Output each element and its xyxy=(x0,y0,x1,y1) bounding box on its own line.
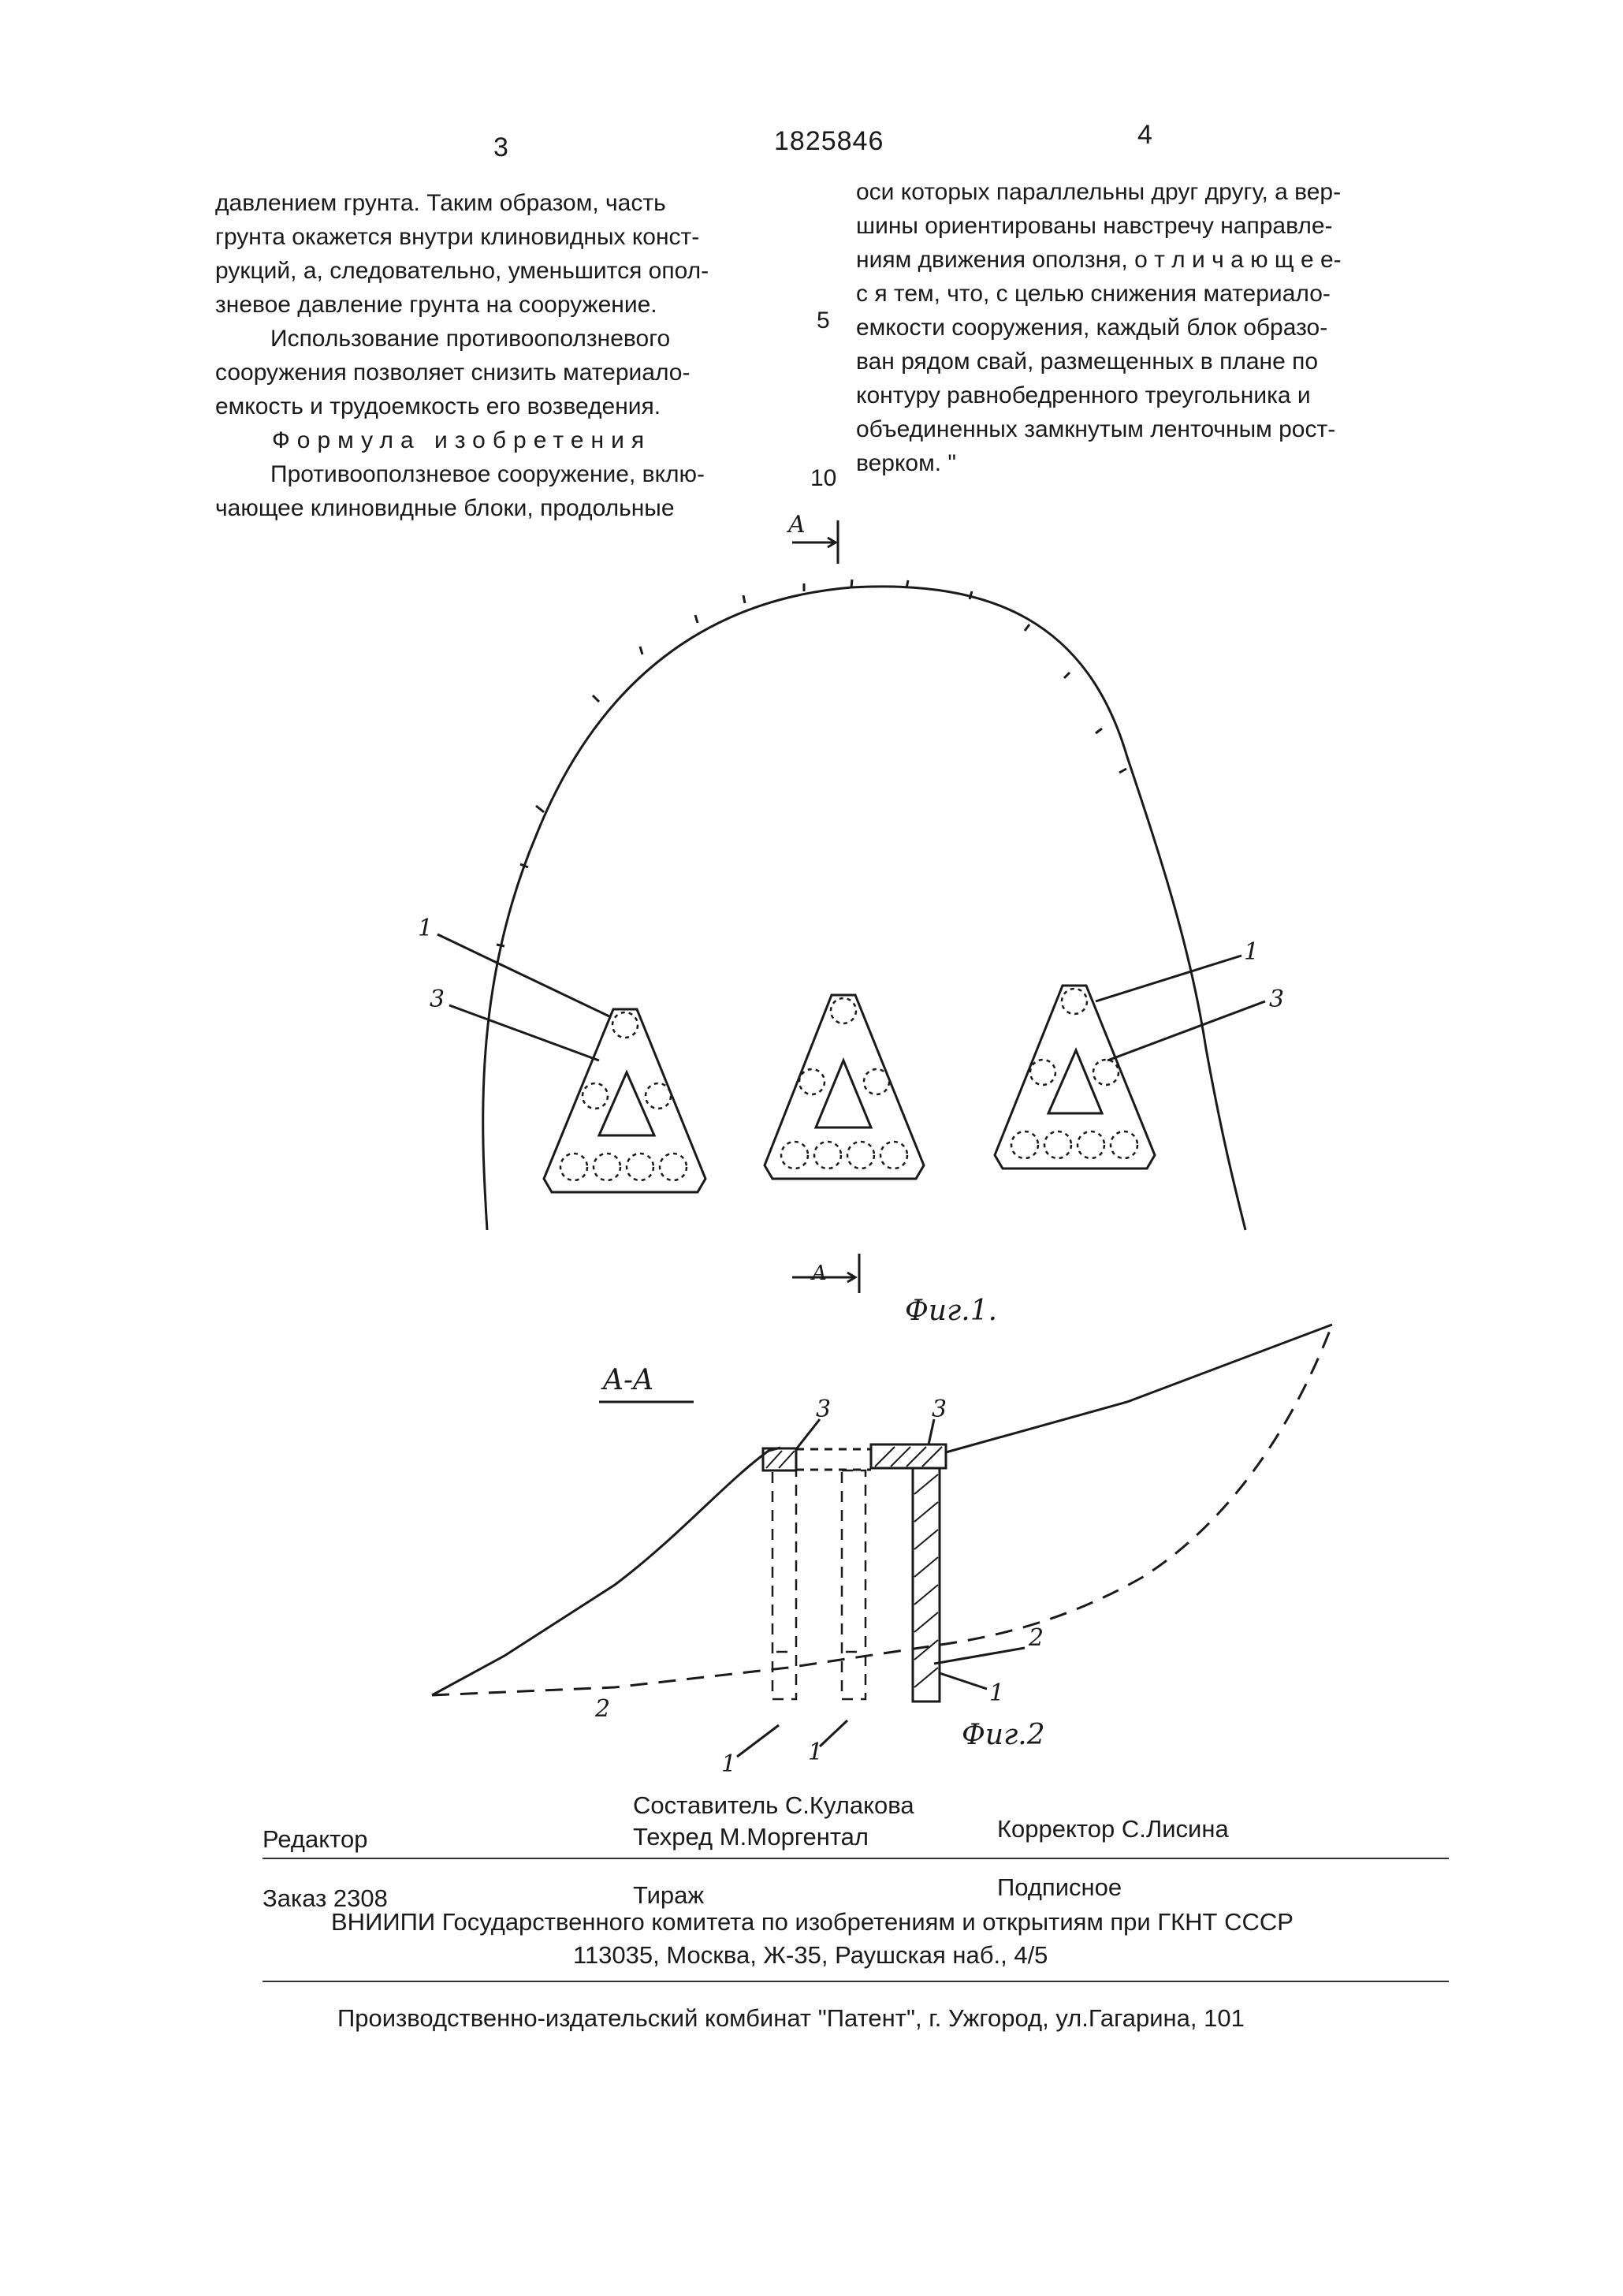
triangular-block-right xyxy=(995,986,1155,1168)
label-1-right: 1 xyxy=(1244,938,1260,966)
claim-line: Противооползневое сооружение, вклю- xyxy=(270,461,705,487)
figure2-caption: Фиг.2 xyxy=(962,1719,1045,1751)
landslide-contour xyxy=(483,587,1245,1230)
page-number-right: 4 xyxy=(1137,120,1152,150)
right-text-line: ниям движения оползня, о т л и ч а ю щ е е- xyxy=(856,247,1342,273)
left-text-line: емкость и трудоемкость его возведения. xyxy=(215,393,661,419)
leader-3-left xyxy=(449,1005,599,1060)
order: Заказ 2308 xyxy=(262,1884,388,1912)
patent-number: 1825846 xyxy=(774,126,884,156)
compiler: Составитель С.Кулакова xyxy=(633,1791,914,1819)
left-text-line: рукций, а, следовательно, уменьшится опол- xyxy=(215,258,709,284)
label-3-b: 3 xyxy=(932,1396,947,1423)
right-text-line: шины ориентированы навстречу направле- xyxy=(856,213,1333,239)
triangular-block-left xyxy=(544,1009,705,1192)
right-text-line: с я тем, что, с целью снижения материало- xyxy=(856,281,1331,307)
leader-2-right xyxy=(934,1648,1025,1664)
label-2-bottom: 2 xyxy=(595,1695,611,1723)
section-label-bottom: A xyxy=(812,1262,827,1285)
ground-surface xyxy=(432,1325,1332,1695)
pile-hatching xyxy=(914,1474,938,1687)
dashed-grillage-link xyxy=(796,1449,871,1470)
page-number-left: 3 xyxy=(493,132,508,162)
label-3-a: 3 xyxy=(816,1396,832,1423)
org-line-1: ВНИИПИ Государственного комитета по изобретениям и открытиям при ГКНТ СССР xyxy=(331,1908,1294,1936)
subscription: Подписное xyxy=(997,1873,1122,1901)
right-text-line: контуру равнобедренного треугольника и xyxy=(856,382,1311,408)
left-text-line: зневое давление грунта на сооружение. xyxy=(215,292,657,318)
claim-line: чающее клиновидные блоки, продольные xyxy=(215,495,675,521)
line-number-5: 5 xyxy=(817,308,830,334)
figure1-caption: Фиг.1. xyxy=(905,1295,998,1327)
leader-3-a xyxy=(796,1419,820,1449)
left-text-line: грунта окажется внутри клиновидных конст- xyxy=(215,224,700,250)
formula-heading: Формула изобретения xyxy=(272,427,652,453)
label-3-right: 3 xyxy=(1269,986,1285,1013)
leader-1-right-fig2 xyxy=(940,1673,987,1689)
right-text-line: оси которых параллельны друг другу, а вер- xyxy=(856,179,1342,205)
left-text-line: сооружения позволяет снизить материало- xyxy=(215,360,691,386)
label-1-right-fig2: 1 xyxy=(989,1679,1005,1707)
leader-1-right xyxy=(1096,956,1241,1001)
label-1-left: 1 xyxy=(418,915,434,942)
circulation: Тираж xyxy=(633,1881,705,1909)
right-text-line: емкости сооружения, каждый блок образо- xyxy=(856,315,1328,341)
label-1-b: 1 xyxy=(808,1739,824,1766)
techred: Техред М.Моргентал xyxy=(633,1823,869,1851)
leader-3-right xyxy=(1107,1001,1265,1060)
label-2-right: 2 xyxy=(1029,1624,1044,1652)
sliding-surface xyxy=(432,1325,1332,1695)
right-text-line: объединенных замкнутым ленточным рост- xyxy=(856,416,1336,442)
editor: Редактор xyxy=(262,1825,368,1853)
right-text-line: верком. " xyxy=(856,450,957,476)
publisher: Производственно-издательский комбинат "Патент", г. Ужгород, ул.Гагарина, 101 xyxy=(337,2004,1245,2032)
right-text-line: ван рядом свай, размещенных в плане по xyxy=(856,348,1319,375)
corrector: Корректор С.Лисина xyxy=(997,1815,1229,1843)
contour-ticks xyxy=(497,580,1126,946)
left-text-line: Использование противооползневого xyxy=(270,326,671,352)
section-title-aa: A-A xyxy=(603,1364,654,1396)
leader-1-left xyxy=(437,934,611,1017)
leader-1-a xyxy=(737,1725,779,1757)
label-1-a: 1 xyxy=(721,1750,737,1778)
line-number-10: 10 xyxy=(810,465,837,491)
left-text-line: давлением грунта. Таким образом, часть xyxy=(215,190,666,216)
leader-1-b xyxy=(820,1720,847,1746)
label-3-left: 3 xyxy=(430,986,445,1013)
section-label-top: A xyxy=(788,511,806,539)
triangular-block-middle xyxy=(765,995,924,1179)
footer-rule-top xyxy=(262,1858,1449,1859)
dashed-piles xyxy=(772,1470,865,1699)
org-line-2: 113035, Москва, Ж-35, Раушская наб., 4/5 xyxy=(573,1941,1048,1969)
footer-rule-bottom xyxy=(262,1981,1449,1982)
